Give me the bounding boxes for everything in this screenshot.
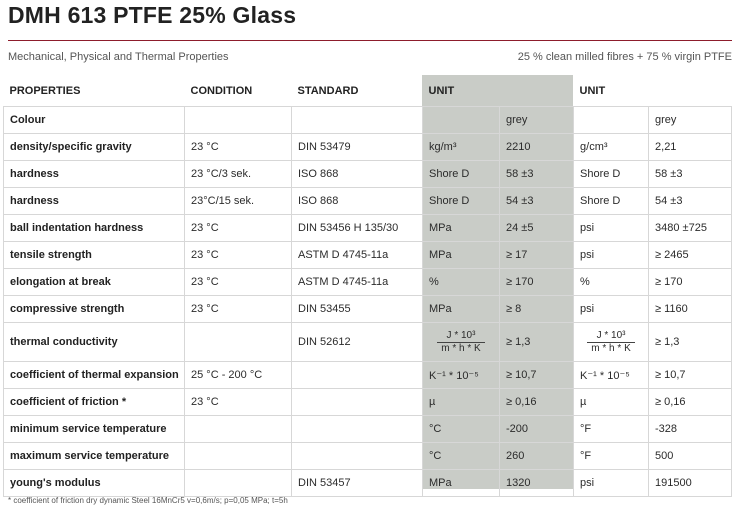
unit-metric-cell: MPa bbox=[423, 296, 500, 323]
unit-imperial-cell bbox=[574, 323, 649, 362]
value-imperial-cell: ≥ 1,3 bbox=[649, 323, 732, 362]
footnote: * coefficient of friction dry dynamic Steel 16MnCr5 v=0,6m/s; p=0,05 MPa; t=5h bbox=[8, 496, 288, 505]
condition-cell: 23 °C bbox=[185, 269, 292, 296]
condition-cell bbox=[185, 443, 292, 470]
value-imperial-cell: 191500 bbox=[649, 470, 732, 497]
table-row bbox=[4, 323, 732, 362]
value-metric-cell: ≥ 0,16 bbox=[500, 389, 574, 416]
unit-fraction bbox=[437, 330, 484, 355]
standard-cell bbox=[292, 443, 423, 470]
property-name: Colour bbox=[4, 107, 185, 134]
property-name: tensile strength bbox=[4, 242, 185, 269]
value-imperial-cell: ≥ 170 bbox=[649, 269, 732, 296]
unit-metric-cell: °C bbox=[423, 416, 500, 443]
property-name: density/specific gravity bbox=[4, 134, 185, 161]
table-row bbox=[4, 470, 732, 497]
condition-cell bbox=[185, 107, 292, 134]
unit-metric-cell bbox=[423, 107, 500, 134]
table-row bbox=[4, 134, 732, 161]
properties-table bbox=[3, 76, 732, 497]
value-imperial-cell: 500 bbox=[649, 443, 732, 470]
condition-cell: 23 °C/3 sek. bbox=[185, 161, 292, 188]
unit-metric-cell: MPa bbox=[423, 215, 500, 242]
condition-cell: 25 °C - 200 °C bbox=[185, 362, 292, 389]
unit-metric-cell: µ bbox=[423, 389, 500, 416]
header-unit: UNIT bbox=[428, 85, 455, 97]
table-row bbox=[4, 161, 732, 188]
unit-metric-cell: MPa bbox=[423, 242, 500, 269]
unit-metric-cell bbox=[423, 323, 500, 362]
unit-imperial-cell: g/cm³ bbox=[574, 134, 649, 161]
unit-imperial-cell: K⁻¹ * 10⁻⁵ bbox=[574, 362, 649, 389]
unit-imperial-cell: µ bbox=[574, 389, 649, 416]
table-row bbox=[4, 269, 732, 296]
value-imperial-cell: 2,21 bbox=[649, 134, 732, 161]
value-metric-cell: 54 ±3 bbox=[500, 188, 574, 215]
value-metric-cell: ≥ 170 bbox=[500, 269, 574, 296]
condition-cell: 23 °C bbox=[185, 134, 292, 161]
value-imperial-cell: -328 bbox=[649, 416, 732, 443]
value-metric-cell: 24 ±5 bbox=[500, 215, 574, 242]
unit-imperial-cell: Shore D bbox=[574, 188, 649, 215]
fraction-numerator: J * 10³ bbox=[437, 330, 484, 343]
standard-cell: DIN 53479 bbox=[292, 134, 423, 161]
standard-cell: DIN 53457 bbox=[292, 470, 423, 497]
table-row bbox=[4, 188, 732, 215]
unit-imperial-cell: psi bbox=[574, 215, 649, 242]
condition-cell: 23 °C bbox=[185, 296, 292, 323]
value-imperial-cell: ≥ 2465 bbox=[649, 242, 732, 269]
value-metric-cell: ≥ 1,3 bbox=[500, 323, 574, 362]
property-name: coefficient of friction * bbox=[4, 389, 185, 416]
unit-metric-cell: kg/m³ bbox=[423, 134, 500, 161]
property-name: elongation at break bbox=[4, 269, 185, 296]
table-row bbox=[4, 107, 732, 134]
unit-imperial-cell: psi bbox=[574, 296, 649, 323]
header-standard: STANDARD bbox=[297, 85, 359, 97]
table-row bbox=[4, 215, 732, 242]
table-header-row bbox=[4, 76, 732, 107]
value-imperial-cell: 3480 ±725 bbox=[649, 215, 732, 242]
condition-cell: 23 °C bbox=[185, 389, 292, 416]
table-row bbox=[4, 416, 732, 443]
table-row bbox=[4, 296, 732, 323]
standard-cell bbox=[292, 389, 423, 416]
value-metric-cell: -200 bbox=[500, 416, 574, 443]
value-imperial-cell: grey bbox=[649, 107, 732, 134]
value-imperial-cell: 58 ±3 bbox=[649, 161, 732, 188]
unit-metric-cell: MPa bbox=[423, 470, 500, 497]
unit-imperial-cell: Shore D bbox=[574, 161, 649, 188]
unit-metric-cell: Shore D bbox=[423, 161, 500, 188]
property-name: young's modulus bbox=[4, 470, 185, 497]
condition-cell: 23°C/15 sek. bbox=[185, 188, 292, 215]
property-name: thermal conductivity bbox=[4, 323, 185, 362]
standard-cell: DIN 53455 bbox=[292, 296, 423, 323]
unit-imperial-cell: °F bbox=[574, 416, 649, 443]
fraction-denominator: m * h * K bbox=[441, 342, 481, 354]
fraction-denominator: m * h * K bbox=[591, 342, 631, 354]
value-imperial-cell: ≥ 10,7 bbox=[649, 362, 732, 389]
standard-cell bbox=[292, 362, 423, 389]
unit-metric-cell: % bbox=[423, 269, 500, 296]
standard-cell: DIN 52612 bbox=[292, 323, 423, 362]
table-row bbox=[4, 242, 732, 269]
value-metric-cell: 1320 bbox=[500, 470, 574, 497]
property-name: minimum service temperature bbox=[4, 416, 185, 443]
standard-cell bbox=[292, 107, 423, 134]
standard-cell: ASTM D 4745-11a bbox=[292, 269, 423, 296]
header-properties: PROPERTIES bbox=[9, 85, 81, 97]
table-row bbox=[4, 362, 732, 389]
condition-cell: 23 °C bbox=[185, 215, 292, 242]
standard-cell bbox=[292, 416, 423, 443]
header-unit-imperial: UNIT bbox=[579, 85, 606, 97]
page-title: DMH 613 PTFE 25% Glass bbox=[8, 2, 297, 28]
condition-cell bbox=[185, 323, 292, 362]
condition-cell bbox=[185, 470, 292, 497]
property-name: coefficient of thermal expansion bbox=[4, 362, 185, 389]
value-metric-cell: 2210 bbox=[500, 134, 574, 161]
property-name: hardness bbox=[4, 188, 185, 215]
subtitle-left: Mechanical, Physical and Thermal Properties bbox=[8, 51, 229, 63]
value-imperial-cell: ≥ 0,16 bbox=[649, 389, 732, 416]
property-name: compressive strength bbox=[4, 296, 185, 323]
unit-imperial-cell: psi bbox=[574, 242, 649, 269]
table-body bbox=[4, 107, 732, 497]
value-metric-cell: ≥ 10,7 bbox=[500, 362, 574, 389]
unit-imperial-cell: psi bbox=[574, 470, 649, 497]
unit-fraction bbox=[587, 330, 634, 355]
condition-cell: 23 °C bbox=[185, 242, 292, 269]
property-name: ball indentation hardness bbox=[4, 215, 185, 242]
value-metric-cell: ≥ 8 bbox=[500, 296, 574, 323]
property-name: maximum service temperature bbox=[4, 443, 185, 470]
table-row bbox=[4, 443, 732, 470]
title-rule bbox=[8, 40, 732, 41]
unit-metric-cell: K⁻¹ * 10⁻⁵ bbox=[423, 362, 500, 389]
table-row bbox=[4, 389, 732, 416]
fraction-numerator: J * 10³ bbox=[587, 330, 634, 343]
unit-metric-cell: Shore D bbox=[423, 188, 500, 215]
value-imperial-cell: 54 ±3 bbox=[649, 188, 732, 215]
unit-imperial-cell: °F bbox=[574, 443, 649, 470]
unit-metric-cell: °C bbox=[423, 443, 500, 470]
property-name: hardness bbox=[4, 161, 185, 188]
standard-cell: ASTM D 4745-11a bbox=[292, 242, 423, 269]
condition-cell bbox=[185, 416, 292, 443]
unit-imperial-cell: % bbox=[574, 269, 649, 296]
value-metric-cell: 58 ±3 bbox=[500, 161, 574, 188]
unit-imperial-cell bbox=[574, 107, 649, 134]
standard-cell: ISO 868 bbox=[292, 161, 423, 188]
value-imperial-cell: ≥ 1160 bbox=[649, 296, 732, 323]
value-metric-cell: 260 bbox=[500, 443, 574, 470]
subtitle-right: 25 % clean milled fibres + 75 % virgin PTFE bbox=[517, 51, 732, 63]
standard-cell: DIN 53456 H 135/30 bbox=[292, 215, 423, 242]
value-metric-cell: grey bbox=[500, 107, 574, 134]
header-condition: CONDITION bbox=[190, 85, 253, 97]
standard-cell: ISO 868 bbox=[292, 188, 423, 215]
value-metric-cell: ≥ 17 bbox=[500, 242, 574, 269]
